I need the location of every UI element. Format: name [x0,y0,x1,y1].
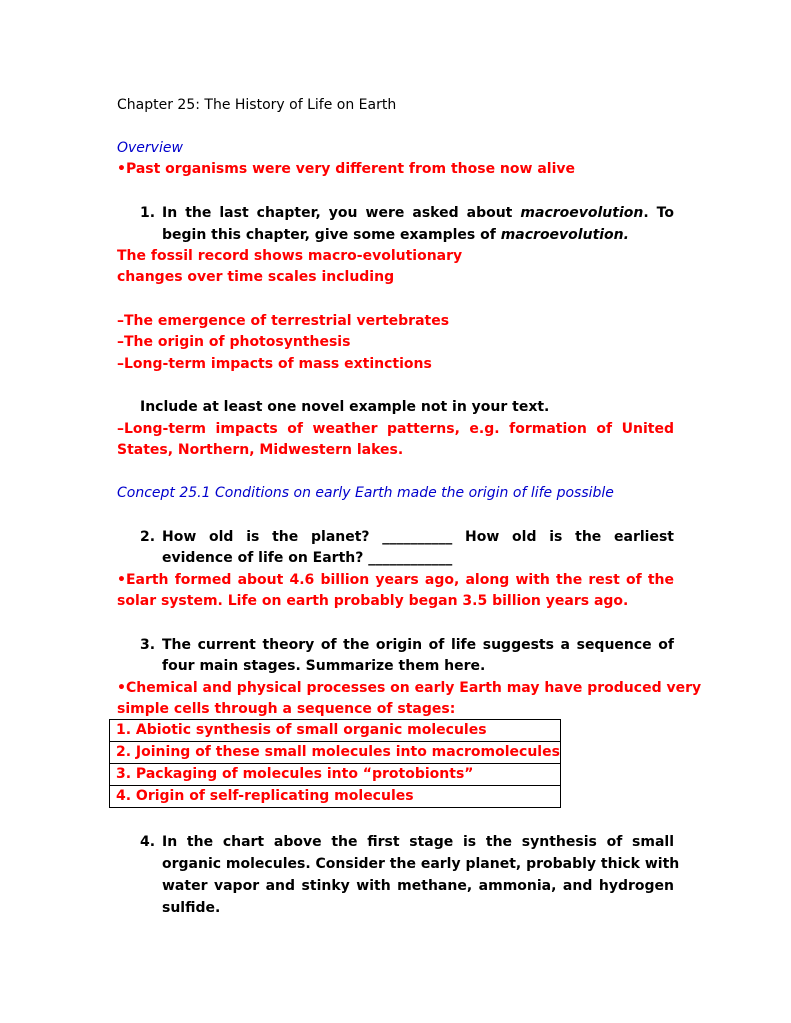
question-2-line-2: evidence of life on Earth? ____________ [162,550,453,566]
q2-answer-line-2: solar system. Life on earth probably began 3.5 billion years ago. [117,593,629,609]
question-4-number: 4. [140,834,156,850]
q1-answer-list-item: –Long-term impacts of mass extinctions [117,356,432,372]
question-4-line-4: sulfide. [162,900,221,916]
question-4-line-3: water vapor and stinky with methane, ammonia, and hydrogen [162,878,674,894]
q1-answer-line-1: The fossil record shows macro-evolutionary [117,248,463,264]
question-3-line-1: The current theory of the origin of life suggests a sequence of [162,637,674,653]
q3-answer-line-2: simple cells through a sequence of stages: [117,701,456,717]
q1-line2-text: begin this chapter, give some examples of [162,227,501,243]
table-row [110,720,561,742]
question-2-number: 2. [140,529,156,545]
q2-answer-line-1: •Earth formed about 4.6 billion years ago, along with the rest of the [117,572,674,588]
question-4-line-1: In the chart above the first stage is the synthesis of small [162,834,674,850]
q1-answer-list-item: –The origin of photosynthesis [117,334,351,350]
q1-line1-end: . To [643,205,674,221]
overview-point: •Past organisms were very different from those now alive [117,161,575,177]
q1-answer-line-2: changes over time scales including [117,269,395,285]
stage-cell: 1. Abiotic synthesis of small organic molecules [110,720,561,742]
chapter-title: Chapter 25: The History of Life on Earth [117,97,397,113]
question-1-line-1 [162,203,674,223]
q1-line1-text: In the last chapter, you were asked about [162,205,521,221]
table-row [110,786,561,808]
stage-cell: 4. Origin of self-replicating molecules [110,786,561,808]
table-row [110,764,561,786]
question-3-line-2: four main stages. Summarize them here. [162,658,486,674]
stage-cell: 3. Packaging of molecules into “protobionts” [110,764,561,786]
question-1-number: 1. [140,205,156,221]
q1-novel-answer-line-2: States, Northern, Midwestern lakes. [117,442,404,458]
stage-cell: 2. Joining of these small molecules into macromolecules [110,742,561,764]
question-2-line-1: How old is the planet? __________ How old is the earliest [162,529,674,545]
question-1-line-2 [162,225,674,245]
q1-novel-prompt: Include at least one novel example not in your text. [140,399,550,415]
q1-novel-answer-line-1: –Long-term impacts of weather patterns, e.g. formation of United [117,421,674,437]
q3-answer-line-1: •Chemical and physical processes on early Earth may have produced very [117,680,702,696]
question-3-number: 3. [140,637,156,653]
question-4-line-2: organic molecules. Consider the early planet, probably thick with [162,856,680,872]
stages-table [109,719,561,808]
q1-line1-emphasis: macroevolution [520,205,644,221]
q1-line2-emphasis: macroevolution. [500,227,629,243]
q1-answer-list-item: –The emergence of terrestrial vertebrates [117,313,450,329]
overview-heading: Overview [117,140,183,156]
table-row [110,742,561,764]
concept-heading: Concept 25.1 Conditions on early Earth made the origin of life possible [117,485,614,501]
